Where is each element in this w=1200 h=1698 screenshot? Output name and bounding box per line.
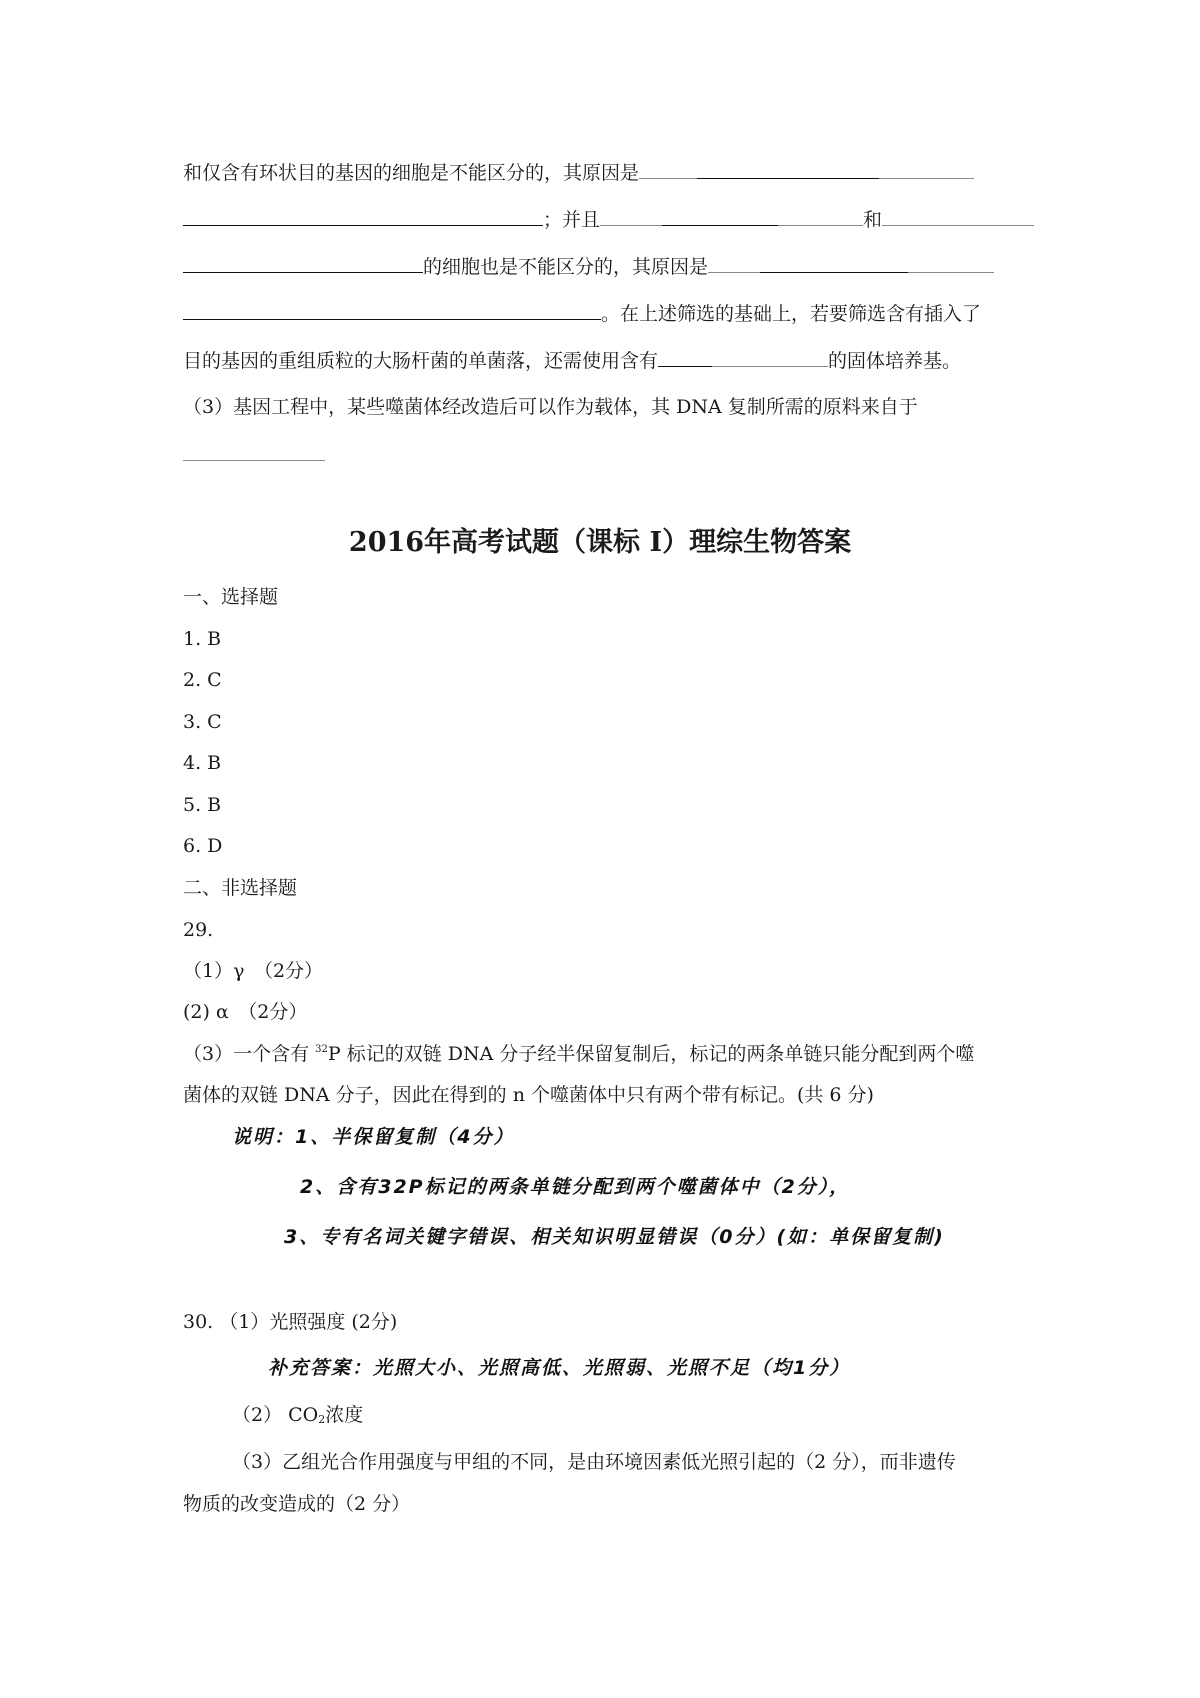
blank — [697, 160, 879, 179]
blank — [639, 160, 697, 179]
question-line-6: （3）基因工程中，某些噬菌体经改造后可以作为载体，其 DNA 复制所需的原料来自于 — [183, 396, 918, 418]
blank — [879, 160, 974, 179]
blank — [183, 442, 325, 461]
question-number: 29. — [183, 919, 214, 941]
choice-answer: 2. C — [183, 669, 222, 691]
choice-answer: 6. D — [183, 835, 223, 857]
blank — [183, 254, 423, 273]
answer-29-2: (2) α （2分） — [183, 1001, 308, 1023]
blank — [712, 348, 828, 367]
handwritten-note-2: 2、含有32P标记的两条单链分配到两个噬菌体中（2分）， — [300, 1176, 851, 1198]
question-line-5: 目的基因的重组质粒的大肠杆菌的单菌落，还需使用含有 的固体培养基。 — [183, 350, 962, 372]
answer-30-3-cont: 物质的改变造成的（2 分） — [183, 1493, 411, 1515]
answer-30-2: （2） $CO_2$浓度 — [232, 1404, 364, 1426]
answer-30-1: 30. （1）光照强度 (2分) — [183, 1311, 398, 1333]
blank — [760, 254, 908, 273]
blank — [183, 207, 543, 226]
blank — [600, 207, 662, 226]
blank — [662, 207, 778, 226]
section-heading-choice: 一、选择题 — [183, 586, 279, 608]
choice-answer: 5. B — [183, 794, 222, 816]
question-line-2: ；并且 和 — [183, 207, 1034, 232]
handwritten-note-3: 3、专有名词关键字错误、相关知识明显错误（0分）(如：单保留复制) — [284, 1226, 945, 1248]
handwritten-note-1: 说明：1、半保留复制（4分） — [232, 1126, 515, 1148]
blank — [658, 348, 712, 367]
choice-answer: 4. B — [183, 752, 222, 774]
question-line-4: 。在上述筛选的基础上，若要筛选含有插入了 — [183, 301, 981, 326]
answer-29-3: （3）一个含有 $^{32}$P 标记的双链 DNA 分子经半保留复制后，标记的两条单链只能分配到两个噬 — [183, 1043, 975, 1065]
choice-answer: 3. C — [183, 711, 222, 733]
question-line-1: 和仅含有环状目的基因的细胞是不能区分的，其原因是 — [183, 160, 974, 185]
blank — [708, 254, 760, 273]
blank — [778, 207, 863, 226]
answer-30-3: （3）乙组光合作用强度与甲组的不同，是由环境因素低光照引起的（2 分），而非遗传 — [232, 1451, 956, 1473]
answer-29-1: （1）γ （2分） — [183, 960, 324, 982]
question-line-3: 的细胞也是不能区分的，其原因是 — [183, 254, 994, 279]
blank — [183, 301, 601, 320]
handwritten-supplement: 补充答案：光照大小、光照高低、光照弱、光照不足（均1分） — [268, 1357, 851, 1379]
choice-answer: 1. B — [183, 628, 222, 650]
answer-title: 2016年高考试题（课标 Ⅰ）理综生物答案 — [348, 527, 852, 558]
section-heading-nonchoice: 二、非选择题 — [183, 877, 298, 899]
answer-29-3-cont: 菌体的双链 DNA 分子，因此在得到的 n 个噬菌体中只有两个带有标记。(共 6 分) — [183, 1084, 874, 1106]
blank — [882, 207, 1034, 226]
blank — [908, 254, 994, 273]
question-line-7 — [183, 442, 325, 467]
